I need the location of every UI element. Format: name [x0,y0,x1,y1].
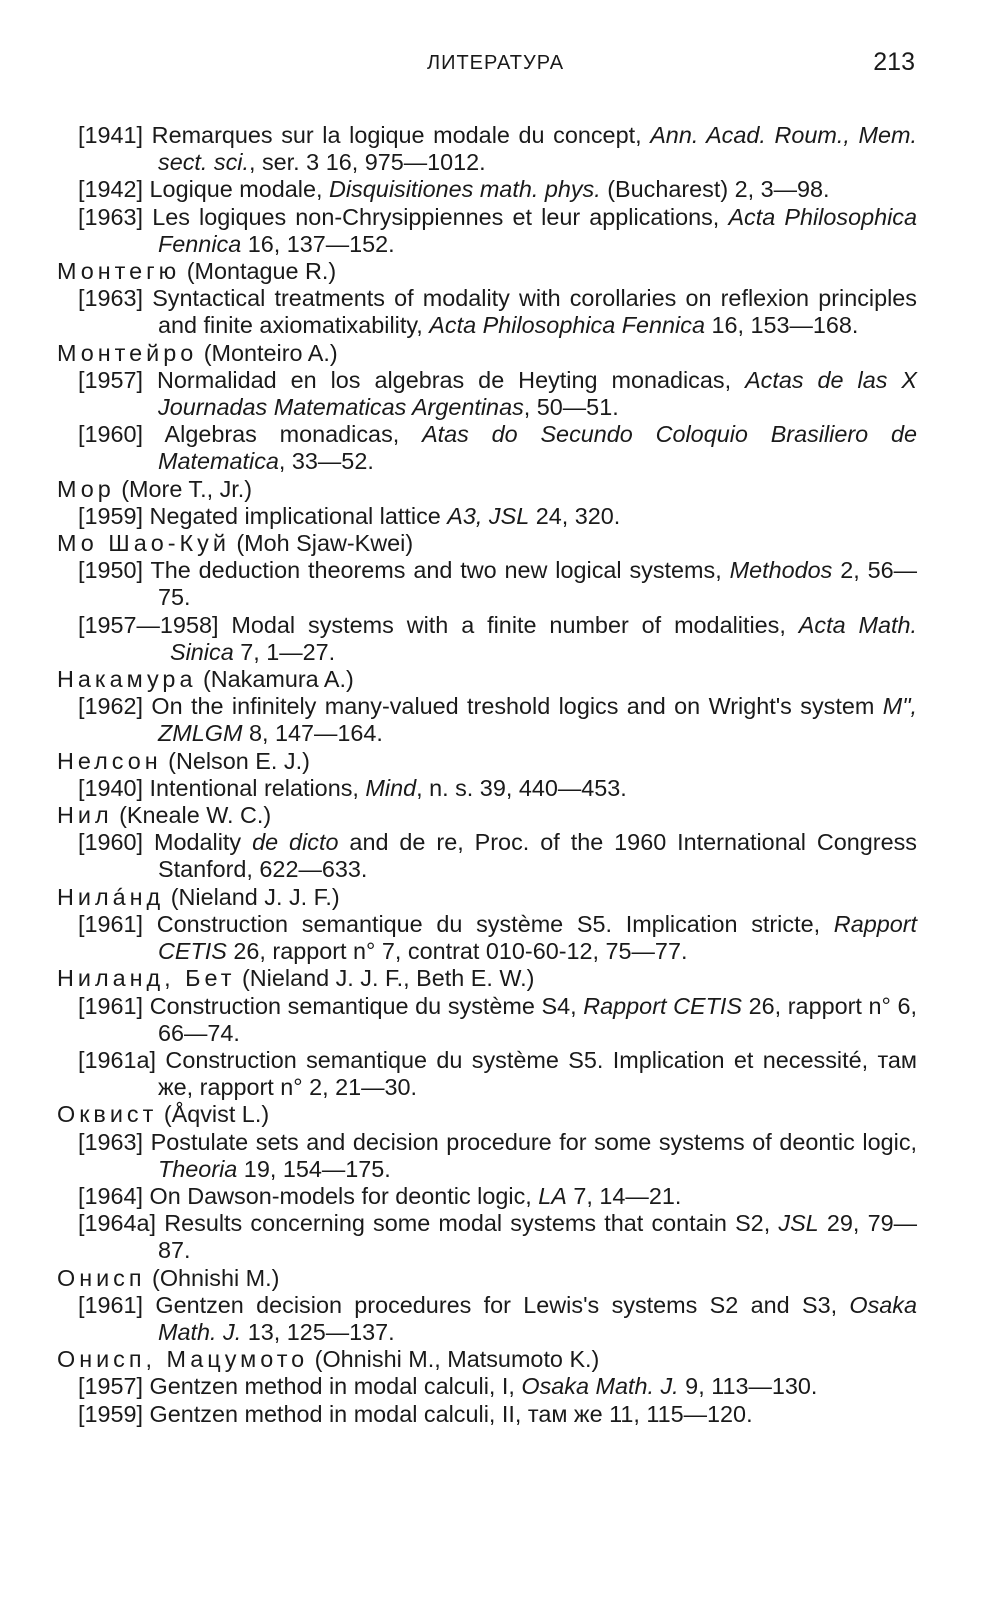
entry-source: Mind [365,774,417,801]
entry-source: JSL [778,1210,819,1237]
entry-title: Postulate sets and decision procedure for some systems of deontic logic, [150,1128,918,1155]
entry-title: Construction semantique du système S4, [149,992,584,1019]
entry-details: 26, rapport n° 6, 66—74. [158,992,917,1046]
entry-title: Modal systems with a finite number of modalities, [231,611,799,638]
entry-year: [1959] [78,502,144,529]
author-heading [57,476,917,503]
entry-source: M", ZMLGM [158,693,917,747]
entry-details: 2, 56—75. [158,557,917,611]
entry-title: Remarques sur la logique modale du concept, [151,122,651,148]
author-name-russian: Оквист [57,1101,158,1128]
entry-source: Disquisitiones math. phys. [329,176,601,203]
author-name-latin: (Ohnishi M.) [152,1264,280,1291]
entry-year: [1961] [78,910,144,937]
bibliography-entry [57,204,917,258]
entry-details: (Bucharest) 2, 3—98. [600,176,830,203]
entry-source: Acta Philosophica Fennica [158,203,918,257]
author-name-russian: Монтейро [57,339,198,366]
entry-year: [1957—1958] [78,611,219,638]
entry-details: 24, 320. [529,502,621,529]
bibliography-entry [57,775,917,802]
author-name-russian: Онисп [57,1264,146,1291]
entry-year: [1962] [78,693,144,720]
bibliography-entry [57,367,917,421]
author-name-russian: Нилáнд [57,883,165,910]
entry-year: [1942] [78,176,144,203]
entry-title: Algebras monadicas, [164,421,423,448]
bibliography-entry [57,176,917,203]
entry-year: [1960] [78,829,144,856]
author-name-latin: (Nieland J. J. F.) [170,883,340,910]
author-heading [57,666,917,693]
author-name-latin: (Nelson E. J.) [168,747,310,774]
entry-title: On the infinitely many-valued treshold logics and on Wright's system [151,693,883,720]
bibliography-entry [57,1292,917,1346]
author-name-latin: (Moh Sjaw-Kwei) [236,530,414,557]
running-title: ЛИТЕРАТУРА [426,52,565,74]
author-heading [57,1265,917,1292]
entry-title: Logique modale, [149,176,330,203]
entry-source: Atas do Secundo Coloquio Brasiliero de Matematica [158,421,917,475]
bibliography-entry [57,1210,917,1264]
author-heading [57,340,917,367]
entry-year: [1963] [78,1128,144,1155]
entry-title: Intentional relations, [149,774,366,801]
author-name-russian: Нил [57,802,113,829]
entry-title: Normalidad en los algebras de Heyting monadicas, [157,366,746,393]
entry-details: 9, 113—130. [678,1373,818,1400]
entry-source: Osaka Math. J. [521,1373,679,1400]
author-name-latin: (Kneale W. C.) [119,802,272,829]
author-heading [57,1346,917,1373]
entry-details: 7, 14—21. [566,1182,682,1209]
entry-details: 16, 153—168. [704,312,859,339]
author-name-russian: Мор [57,475,115,502]
entry-title: Results concerning some modal systems that contain S2, [164,1210,779,1237]
author-name-russian: Онисп, Мацумото [57,1346,309,1373]
entry-year: [1961a] [78,1046,157,1073]
entry-title: Gentzen method in modal calculi, I, [149,1373,522,1400]
entry-title: Construction semantique du système S5. Implication stricte, [156,910,834,937]
entry-title: Modality [154,829,253,856]
bibliography-entry [57,557,917,611]
author-name-latin: (Montague R.) [186,258,337,285]
entry-year: [1950] [78,557,144,584]
author-heading [57,1101,917,1128]
entry-year: [1961] [78,1291,144,1318]
bibliography-entry [57,693,917,747]
entry-year: [1960] [78,421,144,448]
bibliography-entry [57,503,917,530]
page-number: 213 [873,48,915,76]
bibliography-entry [57,421,917,475]
entry-details: , 33—52. [278,448,374,475]
bibliography-entry [57,1401,917,1428]
entry-details: , n. s. 39, 440—453. [416,774,627,801]
entry-details: 13, 125—137. [241,1318,395,1345]
bibliography-entry [57,1129,917,1183]
entry-source: Theoria [158,1155,238,1182]
entry-year: [1964] [78,1182,144,1209]
author-heading [57,802,917,829]
entry-title: Gentzen decision procedures for Lewis's systems S2 and S3, [155,1291,850,1318]
entry-source: Methodos [729,557,833,584]
entry-title: Syntactical treatments of modality with corollaries on reflexion principles and finite axiomatixability, [152,285,918,339]
bibliography-entry [57,612,917,666]
author-name-latin: (Monteiro A.) [203,339,338,366]
entry-title: Construction semantique du système S5. Implication et necessité, там же, rapport n° 2, 21—30. [158,1046,917,1101]
page-header [0,48,991,82]
entry-details: , 50—51. [523,394,619,421]
entry-year: [1957] [78,1373,144,1400]
bibliography-entry [57,122,917,176]
bibliography-entry [57,285,917,339]
bibliography-entry [57,829,917,883]
author-name-russian: Нелсон [57,747,162,774]
author-heading [57,748,917,775]
entry-details: 29, 79—87. [158,1210,917,1264]
entry-title: On Dawson-models for deontic logic, [149,1182,539,1209]
entry-year: [1963] [78,203,144,230]
entry-details: 19, 154—175. [237,1155,391,1182]
entry-year: [1940] [78,774,144,801]
bibliography-entry [57,1047,917,1101]
entry-source: Acta Philosophica Fennica [429,312,705,339]
entry-source: de dicto [252,829,339,856]
entry-details: 26, rapport n° 7, contrat 010-60-12, 75—77. [226,938,688,965]
author-name-latin: (Nakamura A.) [202,666,354,693]
entry-details: , ser. 3 16, 975—1012. [248,149,486,176]
author-heading [57,530,917,557]
author-name-russian: Накамура [57,666,197,693]
entry-source: Rapport CETIS [583,992,742,1019]
author-name-latin: (Åqvist L.) [163,1101,270,1128]
author-name-russian: Ниланд, Бет [57,965,236,992]
author-name-russian: Монтегю [57,258,181,285]
author-name-russian: Мо Шао-Куй [57,530,230,557]
entry-source: A3, JSL [447,502,530,529]
author-name-latin: (More T., Jr.) [121,475,253,502]
entry-details: and de re, Proc. of the 1960 International Congress Stanford, 622—633. [158,829,917,883]
bibliography-entry [57,1183,917,1210]
entry-details: 7, 1—27. [233,638,336,665]
bibliography-entry [57,993,917,1047]
entry-details: 8, 147—164. [242,720,383,747]
bibliography-list [57,122,917,1428]
entry-title: The deduction theorems and two new logical systems, [150,557,730,584]
entry-year: [1957] [78,366,144,393]
entry-source: Osaka Math. J. [158,1291,918,1345]
author-heading [57,884,917,911]
bibliography-entry [57,911,917,965]
entry-year: [1961] [78,992,144,1019]
entry-source: Actas de las X Journadas Matematicas Argentinas [158,366,918,421]
entry-details: 16, 137—152. [241,230,395,257]
entry-source: Acta Math. Sinica [170,611,917,665]
entry-title: Les logiques non-Chrysippiennes et leur applications, [152,203,729,230]
entry-source: Ann. Acad. Roum., Mem. sect. sci. [158,122,917,176]
entry-source: LA [538,1182,567,1209]
bibliography-entry [57,1373,917,1400]
author-heading [57,965,917,992]
entry-source: Rapport CETIS [158,910,918,965]
author-name-latin: (Ohnishi M., Matsumoto K.) [314,1346,600,1373]
author-name-latin: (Nieland J. J. F., Beth E. W.) [241,965,535,992]
entry-year: [1959] [78,1400,144,1427]
entry-year: [1963] [78,285,144,312]
entry-year: [1964a] [78,1210,157,1237]
entry-title: Gentzen method in modal calculi, II, там же 11, 115—120. [149,1400,753,1427]
author-heading [57,258,917,285]
entry-year: [1941] [78,122,144,148]
entry-title: Negated implicational lattice [149,502,448,529]
